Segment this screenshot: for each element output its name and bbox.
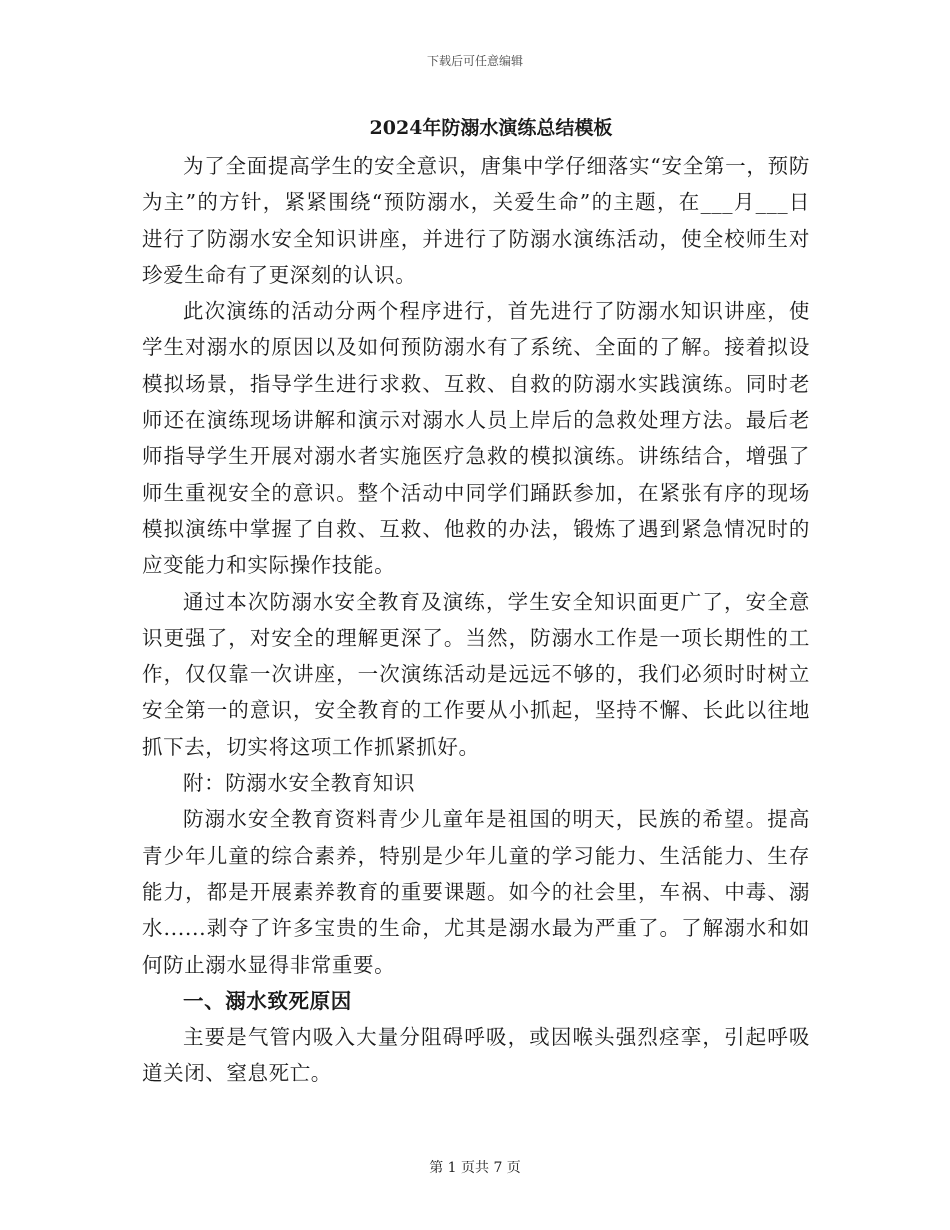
paragraph-safety-knowledge: 防溺水安全教育资料青少儿童年是祖国的明天，民族的希望。提高青少年儿童的综合素养，特别是少年儿童的学习能力、生活能力、生存能力，都是开展素养教育的重要课题。如今的社会里，车祸、中毒、溺水......剥夺了许多宝贵的生命，尤其是溺水最为严重了。了解溺水和如何防止溺水显得非常重要。: [142, 807, 810, 977]
document-body: [142, 108, 810, 1092]
paragraph-appendix-label: 附：防溺水安全教育知识: [183, 771, 416, 796]
paragraph-cause: 主要是气管内吸入大量分阻碍呼吸，或因喉头强烈痉挛，引起呼吸道关闭、窒息死亡。: [142, 1025, 810, 1086]
paragraph-intro: 为了全面提高学生的安全意识，唐集中学仔细落实“安全第一，预防为主”的方针，紧紧围绕“预防溺水，关爱生命”的主题，在___月___日进行了防溺水安全知识讲座，并进行了防溺水演练活动，使全校师生对珍爱生命有了更深刻的认识。: [142, 154, 810, 287]
section-heading: 一、溺水致死原因: [183, 988, 352, 1013]
document-title: 2024年防溺水演练总结模板: [369, 117, 613, 139]
page-footer: 第 1 页共 7 页: [429, 1160, 521, 1176]
paragraph-conclusion: 通过本次防溺水安全教育及演练，学生安全知识面更广了，安全意识更强了，对安全的理解更深了。当然，防溺水工作是一项长期性的工作，仅仅靠一次讲座，一次演练活动是远远不够的，我们必须时时树立安全第一的意识，安全教育的工作要从小抓起，坚持不懈、长此以往地抓下去，切实将这项工作抓紧抓好。: [142, 589, 810, 759]
paragraph-drill-process: 此次演练的活动分两个程序进行，首先进行了防溺水知识讲座，使学生对溺水的原因以及如何预防溺水有了系统、全面的了解。接着拟设模拟场景，指导学生进行求救、互救、自救的防溺水实践演练。同时老师还在演练现场讲解和演示对溺水人员上岸后的急救处理方法。最后老师指导学生开展对溺水者实施医疗急救的模拟演练。讲练结合，增强了师生重视安全的意识。整个活动中同学们踊跃参加，在紧张有序的现场模拟演练中掌握了自救、互救、他救的办法，锻炼了遇到紧急情况时的应变能力和实际操作技能。: [142, 299, 810, 578]
header-note: 下载后可任意编辑: [426, 54, 523, 68]
